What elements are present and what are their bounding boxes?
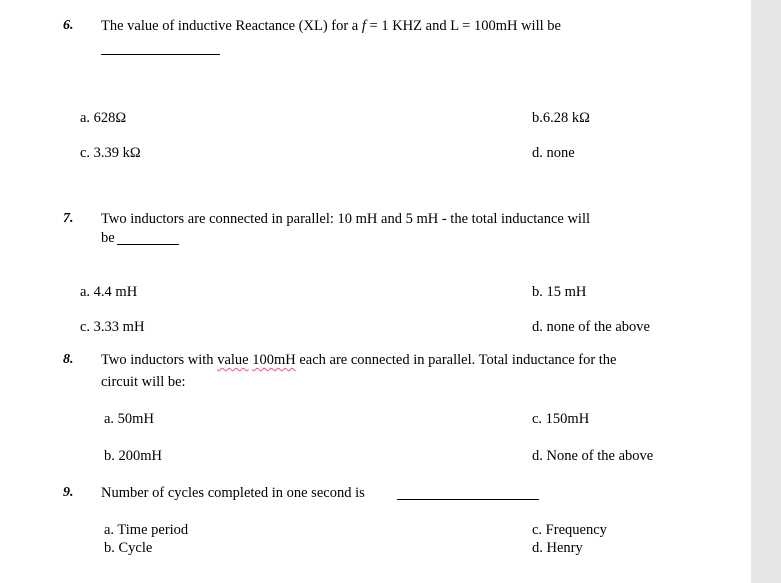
- question-text-line2: be: [101, 230, 115, 246]
- option-d: d. Henry: [532, 540, 583, 556]
- spellcheck-flagged-word[interactable]: 100mH: [252, 352, 296, 368]
- answer-blank: [397, 499, 539, 500]
- option-c: c. 3.33 mH: [80, 319, 145, 335]
- question-text-line1: Two inductors with value 100mH each are connected in parallel. Total inductance for the: [101, 352, 617, 368]
- option-b: b. 15 mH: [532, 284, 587, 300]
- question-number: 6.: [63, 18, 74, 33]
- option-c: c. 3.39 kΩ: [80, 145, 141, 161]
- question-number: 9.: [63, 485, 74, 500]
- question-number: 8.: [63, 352, 74, 367]
- option-d: d. none: [532, 145, 575, 161]
- window-gutter: [751, 0, 781, 583]
- answer-blank: [117, 244, 179, 245]
- option-a: a. 628Ω: [80, 110, 127, 126]
- option-d: d. None of the above: [532, 448, 654, 464]
- option-a: a. Time period: [104, 522, 189, 538]
- question-text-line1: Two inductors are connected in parallel: 10 mH and 5 mH - the total inductance will: [101, 211, 591, 227]
- question-number: 7.: [63, 211, 74, 226]
- question-text: The value of inductive Reactance (XL) for a f = 1 KHZ and L = 100mH will be: [101, 18, 561, 34]
- answer-blank: [101, 54, 220, 55]
- option-a: a. 4.4 mH: [80, 284, 138, 300]
- option-b: b. 200mH: [104, 448, 162, 464]
- question-text: Number of cycles completed in one second is: [101, 485, 365, 501]
- option-a: a. 50mH: [104, 411, 154, 427]
- option-b: b.6.28 kΩ: [532, 110, 590, 126]
- option-c: c. Frequency: [532, 522, 607, 538]
- spellcheck-flagged-word[interactable]: value: [217, 352, 249, 368]
- option-b: b. Cycle: [104, 540, 153, 556]
- question-text-line2: circuit will be:: [101, 374, 186, 390]
- option-c: c. 150mH: [532, 411, 590, 427]
- option-d: d. none of the above: [532, 319, 650, 335]
